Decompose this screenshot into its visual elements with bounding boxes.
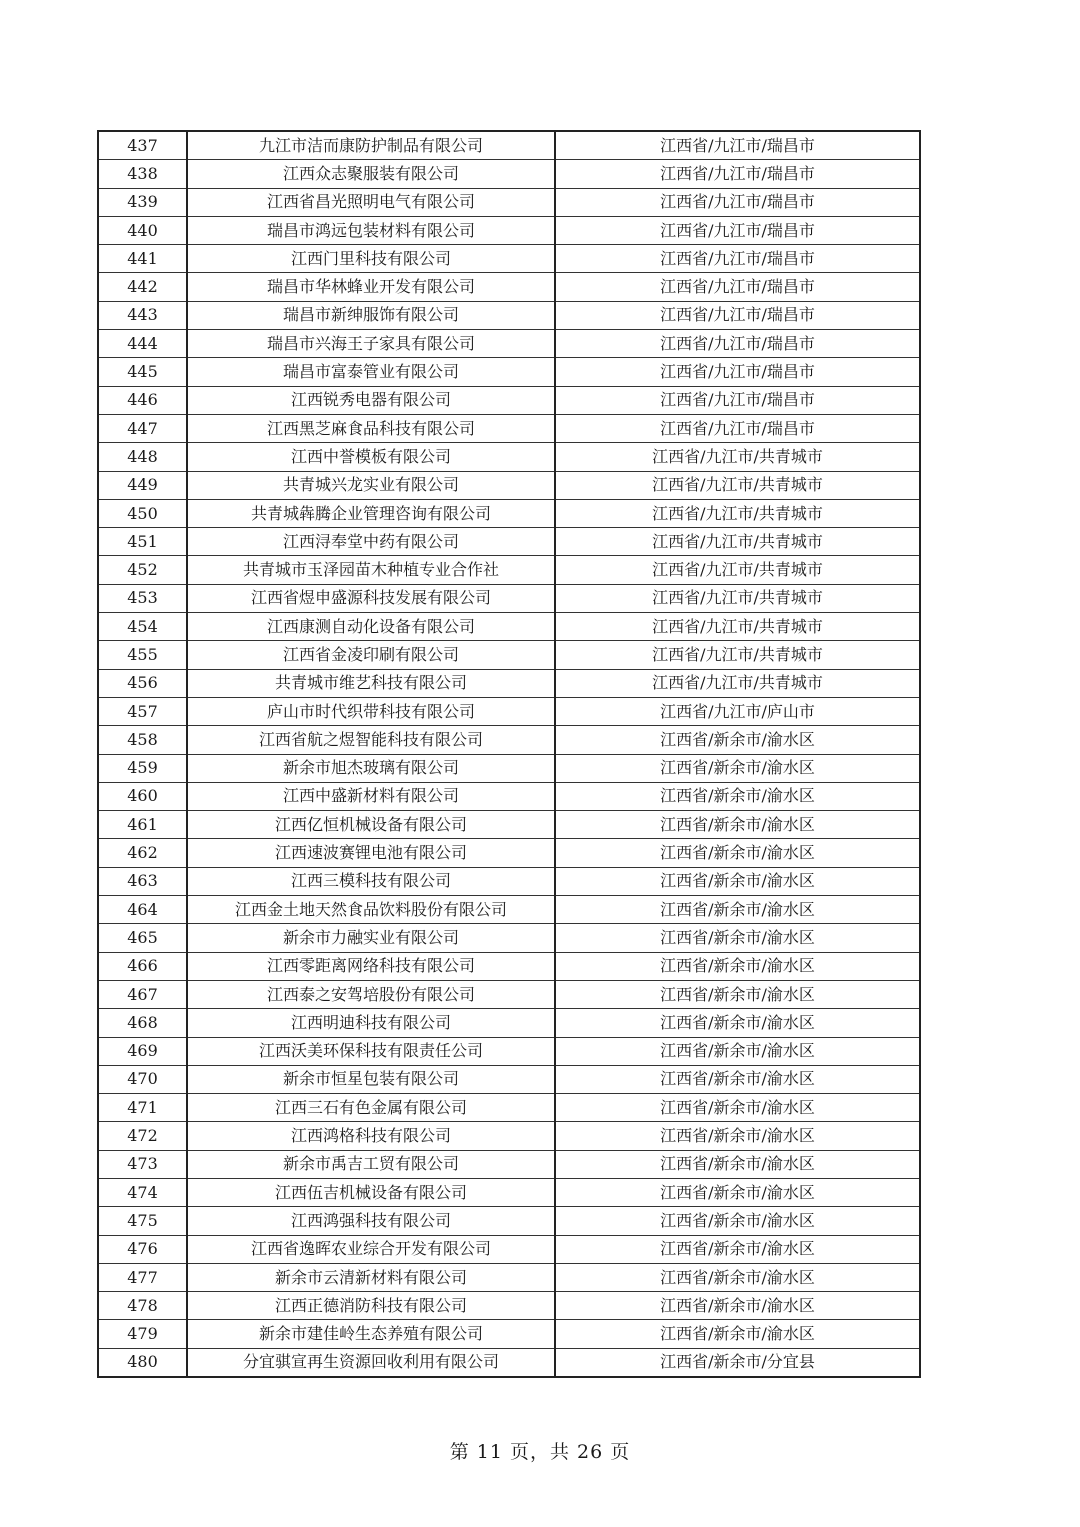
region-cell: 江西省/新余市/渝水区 [555,1235,920,1263]
region-cell: 江西省/新余市/渝水区 [555,839,920,867]
table-body [98,131,920,1377]
company-name-cell: 江西亿恒机械设备有限公司 [187,811,555,839]
region-cell: 江西省/新余市/渝水区 [555,1292,920,1320]
row-number-cell: 462 [98,839,187,867]
region-cell: 江西省/九江市/瑞昌市 [555,414,920,442]
region-cell: 江西省/九江市/瑞昌市 [555,160,920,188]
row-number-cell: 460 [98,782,187,810]
row-number-cell: 477 [98,1263,187,1291]
company-name-cell: 新余市旭杰玻璃有限公司 [187,754,555,782]
row-number-cell: 479 [98,1320,187,1348]
table-row [98,1094,920,1122]
table-row [98,697,920,725]
row-number-cell: 464 [98,896,187,924]
table-row [98,273,920,301]
company-name-cell: 江西明迪科技有限公司 [187,1009,555,1037]
row-number-cell: 469 [98,1037,187,1065]
company-name-cell: 共青城市维艺科技有限公司 [187,669,555,697]
company-name-cell: 江西康测自动化设备有限公司 [187,613,555,641]
region-cell: 江西省/新余市/渝水区 [555,867,920,895]
table-row [98,131,920,160]
row-number-cell: 451 [98,528,187,556]
table-row [98,1150,920,1178]
company-name-cell: 新余市力融实业有限公司 [187,924,555,952]
table-row [98,1009,920,1037]
company-name-cell: 新余市云清新材料有限公司 [187,1263,555,1291]
row-number-cell: 450 [98,499,187,527]
region-cell: 江西省/九江市/瑞昌市 [555,131,920,160]
table-row [98,641,920,669]
company-name-cell: 新余市恒星包装有限公司 [187,1065,555,1093]
company-name-cell: 分宜骐宣再生资源回收利用有限公司 [187,1348,555,1377]
company-name-cell: 共青城犇腾企业管理咨询有限公司 [187,499,555,527]
company-name-cell: 江西锐秀电器有限公司 [187,386,555,414]
region-cell: 江西省/九江市/共青城市 [555,471,920,499]
row-number-cell: 465 [98,924,187,952]
row-number-cell: 473 [98,1150,187,1178]
table-row [98,669,920,697]
table-row [98,867,920,895]
company-name-cell: 江西省逸晖农业综合开发有限公司 [187,1235,555,1263]
region-cell: 江西省/九江市/瑞昌市 [555,358,920,386]
row-number-cell: 480 [98,1348,187,1377]
company-name-cell: 江西金土地天然食品饮料股份有限公司 [187,896,555,924]
table-row [98,556,920,584]
company-name-cell: 江西伍吉机械设备有限公司 [187,1178,555,1206]
company-name-cell: 庐山市时代织带科技有限公司 [187,697,555,725]
table-row [98,1207,920,1235]
row-number-cell: 447 [98,414,187,442]
company-name-cell: 江西浔奉堂中药有限公司 [187,528,555,556]
row-number-cell: 440 [98,216,187,244]
table-row [98,330,920,358]
region-cell: 江西省/九江市/庐山市 [555,697,920,725]
row-number-cell: 455 [98,641,187,669]
company-name-cell: 江西众志聚服装有限公司 [187,160,555,188]
company-name-cell: 江西门里科技有限公司 [187,245,555,273]
row-number-cell: 452 [98,556,187,584]
table-row [98,160,920,188]
region-cell: 江西省/新余市/渝水区 [555,1037,920,1065]
region-cell: 江西省/九江市/瑞昌市 [555,216,920,244]
row-number-cell: 444 [98,330,187,358]
company-name-cell: 瑞昌市华林蜂业开发有限公司 [187,273,555,301]
row-number-cell: 478 [98,1292,187,1320]
region-cell: 江西省/新余市/渝水区 [555,1122,920,1150]
region-cell: 江西省/九江市/瑞昌市 [555,188,920,216]
row-number-cell: 442 [98,273,187,301]
region-cell: 江西省/新余市/渝水区 [555,924,920,952]
region-cell: 江西省/新余市/渝水区 [555,754,920,782]
region-cell: 江西省/九江市/共青城市 [555,528,920,556]
region-cell: 江西省/新余市/渝水区 [555,1009,920,1037]
region-cell: 江西省/新余市/渝水区 [555,1263,920,1291]
region-cell: 江西省/新余市/渝水区 [555,980,920,1008]
region-cell: 江西省/九江市/共青城市 [555,613,920,641]
region-cell: 江西省/九江市/瑞昌市 [555,245,920,273]
table-row [98,216,920,244]
company-name-cell: 江西泰之安驾培股份有限公司 [187,980,555,1008]
row-number-cell: 446 [98,386,187,414]
row-number-cell: 466 [98,952,187,980]
company-name-cell: 江西鸿格科技有限公司 [187,1122,555,1150]
table-row [98,952,920,980]
region-cell: 江西省/新余市/分宜县 [555,1348,920,1377]
region-cell: 江西省/九江市/共青城市 [555,443,920,471]
company-name-cell: 瑞昌市新绅服饰有限公司 [187,301,555,329]
table-row [98,1065,920,1093]
page-number-footer: 第 11 页，共 26 页 [449,1441,631,1463]
company-name-cell: 江西省煜申盛源科技发展有限公司 [187,584,555,612]
row-number-cell: 441 [98,245,187,273]
region-cell: 江西省/新余市/渝水区 [555,782,920,810]
row-number-cell: 454 [98,613,187,641]
region-cell: 江西省/九江市/共青城市 [555,669,920,697]
region-cell: 江西省/九江市/瑞昌市 [555,386,920,414]
table-row [98,1320,920,1348]
company-name-cell: 江西省昌光照明电气有限公司 [187,188,555,216]
company-name-cell: 共青城兴龙实业有限公司 [187,471,555,499]
row-number-cell: 453 [98,584,187,612]
company-list-table [97,130,921,1378]
table-row [98,188,920,216]
company-name-cell: 江西省金凌印刷有限公司 [187,641,555,669]
row-number-cell: 458 [98,726,187,754]
company-name-cell: 九江市洁而康防护制品有限公司 [187,131,555,160]
table-row [98,839,920,867]
row-number-cell: 468 [98,1009,187,1037]
row-number-cell: 470 [98,1065,187,1093]
row-number-cell: 456 [98,669,187,697]
company-name-cell: 瑞昌市鸿远包装材料有限公司 [187,216,555,244]
table-row [98,1037,920,1065]
company-name-cell: 江西黑芝麻食品科技有限公司 [187,414,555,442]
region-cell: 江西省/新余市/渝水区 [555,726,920,754]
company-name-cell: 新余市禹吉工贸有限公司 [187,1150,555,1178]
region-cell: 江西省/九江市/共青城市 [555,556,920,584]
table-row [98,980,920,1008]
company-name-cell: 瑞昌市兴海王子家具有限公司 [187,330,555,358]
company-name-cell: 江西三石有色金属有限公司 [187,1094,555,1122]
row-number-cell: 461 [98,811,187,839]
region-cell: 江西省/九江市/瑞昌市 [555,330,920,358]
table-row [98,443,920,471]
table-row [98,499,920,527]
company-name-cell: 新余市建佳岭生态养殖有限公司 [187,1320,555,1348]
region-cell: 江西省/新余市/渝水区 [555,1150,920,1178]
company-name-cell: 江西零距离网络科技有限公司 [187,952,555,980]
region-cell: 江西省/九江市/共青城市 [555,584,920,612]
company-name-cell: 共青城市玉泽园苗木种植专业合作社 [187,556,555,584]
row-number-cell: 457 [98,697,187,725]
row-number-cell: 438 [98,160,187,188]
region-cell: 江西省/新余市/渝水区 [555,896,920,924]
company-name-cell: 江西鸿强科技有限公司 [187,1207,555,1235]
region-cell: 江西省/新余市/渝水区 [555,1094,920,1122]
row-number-cell: 443 [98,301,187,329]
company-name-cell: 江西中誉模板有限公司 [187,443,555,471]
company-name-cell: 江西省航之煜智能科技有限公司 [187,726,555,754]
row-number-cell: 471 [98,1094,187,1122]
table-row [98,613,920,641]
region-cell: 江西省/新余市/渝水区 [555,811,920,839]
table-row [98,414,920,442]
table-row [98,811,920,839]
row-number-cell: 474 [98,1178,187,1206]
row-number-cell: 448 [98,443,187,471]
table-row [98,1348,920,1377]
table-row [98,726,920,754]
table-row [98,1122,920,1150]
table-row [98,1235,920,1263]
table-row [98,782,920,810]
company-name-cell: 江西正德消防科技有限公司 [187,1292,555,1320]
table-row [98,1292,920,1320]
table-row [98,386,920,414]
company-name-cell: 江西沃美环保科技有限责任公司 [187,1037,555,1065]
table-row [98,301,920,329]
row-number-cell: 459 [98,754,187,782]
table-row [98,754,920,782]
company-name-cell: 江西中盛新材料有限公司 [187,782,555,810]
row-number-cell: 449 [98,471,187,499]
table-row [98,924,920,952]
region-cell: 江西省/新余市/渝水区 [555,1207,920,1235]
region-cell: 江西省/九江市/瑞昌市 [555,301,920,329]
region-cell: 江西省/新余市/渝水区 [555,1320,920,1348]
row-number-cell: 437 [98,131,187,160]
table-row [98,471,920,499]
table-row [98,245,920,273]
company-name-cell: 江西三模科技有限公司 [187,867,555,895]
table-row [98,528,920,556]
row-number-cell: 439 [98,188,187,216]
region-cell: 江西省/九江市/瑞昌市 [555,273,920,301]
row-number-cell: 445 [98,358,187,386]
table-row [98,1263,920,1291]
row-number-cell: 476 [98,1235,187,1263]
row-number-cell: 472 [98,1122,187,1150]
company-name-cell: 江西速波赛锂电池有限公司 [187,839,555,867]
row-number-cell: 467 [98,980,187,1008]
table-row [98,1178,920,1206]
row-number-cell: 463 [98,867,187,895]
region-cell: 江西省/新余市/渝水区 [555,1178,920,1206]
table-row [98,896,920,924]
table-row [98,584,920,612]
row-number-cell: 475 [98,1207,187,1235]
region-cell: 江西省/新余市/渝水区 [555,1065,920,1093]
company-name-cell: 瑞昌市富泰管业有限公司 [187,358,555,386]
region-cell: 江西省/新余市/渝水区 [555,952,920,980]
table-row [98,358,920,386]
region-cell: 江西省/九江市/共青城市 [555,499,920,527]
region-cell: 江西省/九江市/共青城市 [555,641,920,669]
